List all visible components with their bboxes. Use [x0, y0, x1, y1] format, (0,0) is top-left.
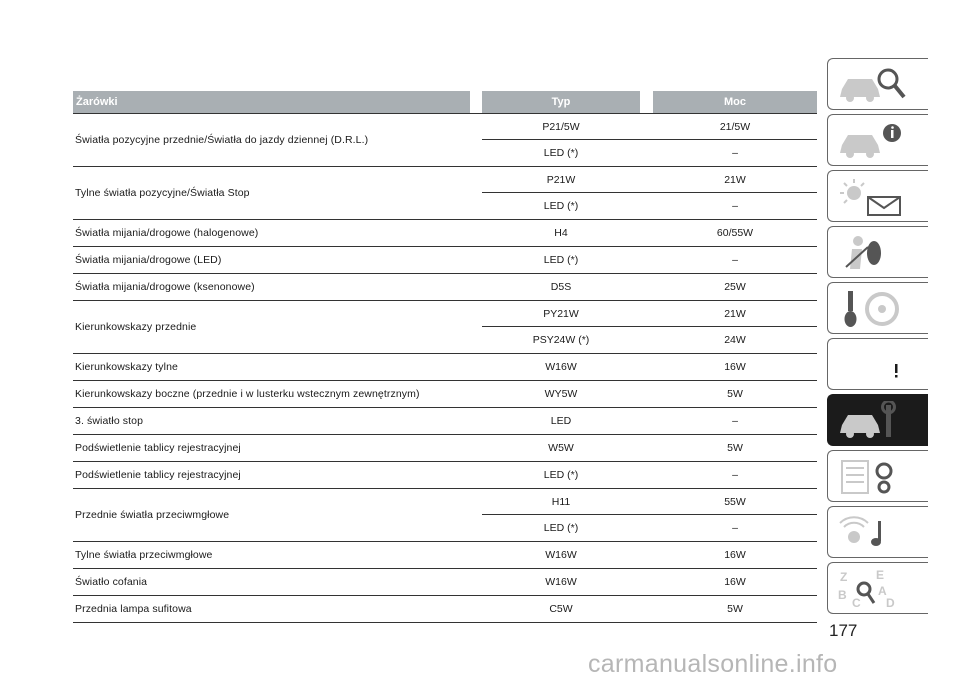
table-row	[73, 354, 817, 381]
bulb-variant	[73, 515, 817, 541]
bulb-variant	[73, 381, 817, 407]
car-info-icon	[838, 121, 918, 161]
bulb-name: Podświetlenie tablicy rejestracyjnej	[75, 442, 241, 454]
svg-text:E: E	[876, 569, 885, 582]
bulb-power: 5W	[727, 388, 743, 400]
bulb-type: WY5W	[544, 388, 578, 400]
tab-alphabetical-index[interactable]	[827, 562, 928, 614]
bulb-variant	[73, 408, 817, 434]
warning-lights-icon	[838, 177, 918, 217]
tab-specs[interactable]	[827, 450, 928, 502]
bulb-name: Światła mijania/drogowe (halogenowe)	[75, 227, 259, 239]
bulb-table	[73, 91, 817, 623]
svg-text:B: B	[838, 588, 847, 602]
car-emergency-icon	[838, 345, 918, 385]
bulb-variant	[73, 247, 817, 273]
bulb-power: 16W	[724, 549, 746, 561]
bulb-power: –	[732, 522, 738, 534]
header-power: Moc	[653, 91, 817, 113]
bulb-type: W16W	[545, 361, 577, 373]
bulb-variant	[73, 354, 817, 380]
bulb-variant	[73, 114, 817, 140]
bulb-power: 24W	[724, 334, 746, 346]
table-row	[73, 462, 817, 489]
bulb-type: P21/5W	[542, 121, 580, 133]
bulb-power: 21W	[724, 308, 746, 320]
bulb-name: Światło cofania	[75, 576, 148, 588]
bulb-variant	[73, 435, 817, 461]
bulb-variant	[73, 569, 817, 595]
tab-multimedia[interactable]	[827, 506, 928, 558]
bulb-name: Przednie światła przeciwmgłowe	[75, 509, 230, 521]
bulb-type: H4	[554, 227, 568, 239]
bulb-variant	[73, 220, 817, 246]
alphabetical-index-icon	[838, 569, 918, 609]
table-row	[73, 381, 817, 408]
bulb-variant	[73, 542, 817, 568]
bulb-type: LED (*)	[543, 522, 579, 534]
bulb-power: –	[732, 254, 738, 266]
tab-car-search[interactable]	[827, 58, 928, 110]
header-type: Typ	[482, 91, 640, 113]
bulb-power: 21W	[724, 174, 746, 186]
svg-text:C: C	[852, 596, 861, 609]
bulb-name: Tylne światła przeciwmgłowe	[75, 549, 213, 561]
bulb-power: 16W	[724, 576, 746, 588]
table-header	[73, 91, 817, 113]
bulb-type: PY21W	[543, 308, 579, 320]
bulb-type: LED (*)	[543, 147, 579, 159]
table-row	[73, 489, 817, 542]
bulb-variant	[73, 140, 817, 166]
car-search-icon	[838, 65, 918, 105]
bulb-name: Kierunkowskazy przednie	[75, 321, 197, 333]
page-number: 177	[829, 621, 858, 640]
bulb-power: 60/55W	[716, 227, 754, 239]
bulb-type: LED (*)	[543, 469, 579, 481]
bulb-power: –	[732, 147, 738, 159]
bulb-type: LED (*)	[543, 254, 579, 266]
bulb-name: Tylne światła pozycyjne/Światła Stop	[75, 187, 250, 199]
bulb-type: C5W	[549, 603, 573, 615]
bulb-type: LED	[550, 415, 572, 427]
bulb-variant	[73, 274, 817, 300]
car-maintenance-icon	[838, 401, 918, 441]
bulb-type: W5W	[548, 442, 574, 454]
table-row	[73, 435, 817, 462]
bulb-power: –	[732, 469, 738, 481]
bulb-power: –	[732, 200, 738, 212]
bulb-name: Kierunkowskazy boczne (przednie i w lusterku wstecznym zewnętrznym)	[75, 388, 420, 400]
tab-key-steering[interactable]	[827, 282, 928, 334]
table-row	[73, 408, 817, 435]
tab-car-emergency[interactable]	[827, 338, 928, 390]
table-row	[73, 274, 817, 301]
watermark: carmanualsonline.info	[588, 650, 838, 678]
table-row	[73, 220, 817, 247]
bulb-variant	[73, 327, 817, 353]
bulb-power: 55W	[724, 496, 746, 508]
table-row	[73, 113, 817, 167]
bulb-variant	[73, 301, 817, 327]
bulb-power: –	[732, 415, 738, 427]
bulb-type: P21W	[546, 174, 576, 186]
airbag-safety-icon	[838, 233, 918, 273]
table-row	[73, 167, 817, 220]
bulb-name: Przednia lampa sufitowa	[75, 603, 192, 615]
table-row	[73, 596, 817, 623]
bulb-power: 16W	[724, 361, 746, 373]
bulb-type: W16W	[545, 549, 577, 561]
bulb-type: LED (*)	[543, 200, 579, 212]
bulb-variant	[73, 167, 817, 193]
bulb-variant	[73, 596, 817, 622]
svg-text:A: A	[878, 584, 887, 598]
bulb-variant	[73, 489, 817, 515]
bulb-type: D5S	[550, 281, 572, 293]
bulb-name: Kierunkowskazy tylne	[75, 361, 178, 373]
tab-car-info[interactable]	[827, 114, 928, 166]
bulb-name: 3. światło stop	[75, 415, 144, 427]
table-row	[73, 569, 817, 596]
bulb-power: 25W	[724, 281, 746, 293]
bulb-name: Światła mijania/drogowe (ksenonowe)	[75, 281, 255, 293]
table-row	[73, 247, 817, 274]
header-bulbs: Żarówki	[73, 91, 470, 113]
bulb-power: 5W	[727, 603, 743, 615]
bulb-type: H11	[551, 496, 571, 508]
specs-gear-icon	[838, 457, 918, 497]
bulb-power: 21/5W	[719, 121, 751, 133]
bulb-name: Podświetlenie tablicy rejestracyjnej	[75, 469, 241, 481]
bulb-variant	[73, 193, 817, 219]
tab-airbag-safety[interactable]	[827, 226, 928, 278]
bulb-name: Światła pozycyjne przednie/Światła do jazdy dziennej (D.R.L.)	[75, 134, 369, 146]
bulb-type: W16W	[545, 576, 577, 588]
table-row	[73, 301, 817, 354]
key-steering-icon	[838, 289, 918, 329]
bulb-variant	[73, 462, 817, 488]
multimedia-icon	[838, 513, 918, 553]
svg-text:Z: Z	[840, 570, 848, 584]
tab-car-maintenance[interactable]	[827, 394, 928, 446]
table-row	[73, 542, 817, 569]
bulb-type: PSY24W (*)	[532, 334, 590, 346]
bulb-name: Światła mijania/drogowe (LED)	[75, 254, 222, 266]
svg-text:D: D	[886, 596, 895, 609]
tab-warning-lights[interactable]	[827, 170, 928, 222]
table-body	[73, 113, 817, 623]
bulb-power: 5W	[727, 442, 743, 454]
